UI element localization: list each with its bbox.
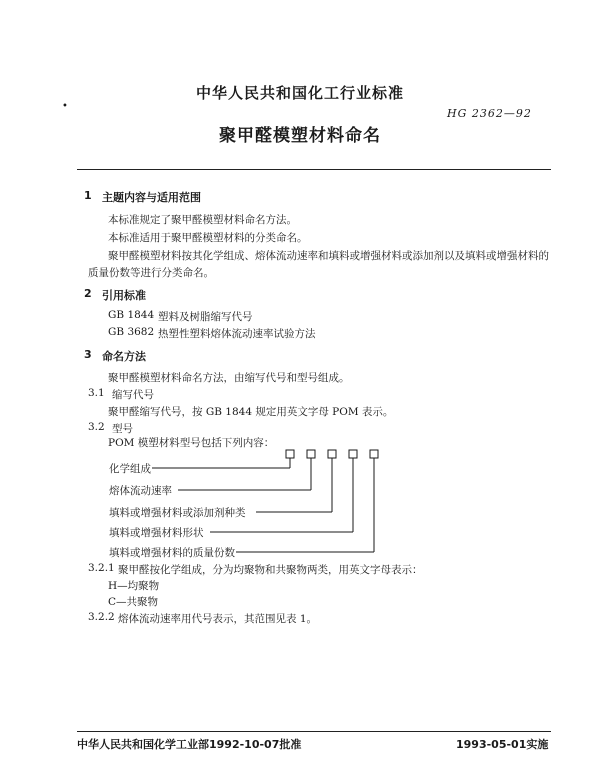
diagram-label-filler-shape: 填料或增强材料形状 (109, 527, 204, 539)
code-box-1 (286, 450, 294, 458)
section-2-number: 2 (84, 287, 92, 300)
implementation-date: 1993-05-01实施 (456, 738, 549, 751)
section-1-line-2: 本标准适用于聚甲醛模塑材料的分类命名。 (108, 232, 308, 244)
code-box-4 (349, 450, 357, 458)
section-3-2-2-number: 3.2.2 (88, 611, 115, 623)
code-box-3 (328, 450, 336, 458)
diagram-label-filler-mass-parts: 填料或增强材料的质量份数 (109, 547, 235, 559)
section-3-intro: 聚甲醛模塑材料命名方法，由缩写代号和型号组成。 (108, 372, 350, 384)
section-3-2-number: 3.2 (88, 421, 105, 433)
issuing-organization: 中华人民共和国化工行业标准 (195, 84, 404, 102)
section-3-2-1-number: 3.2.1 (88, 562, 115, 574)
section-3-1-number: 3.1 (88, 387, 105, 399)
margin-mark: • (62, 101, 68, 112)
header-rule (77, 169, 551, 170)
section-3-heading: 命名方法 (102, 350, 146, 363)
ref-2-title: 热塑性塑料熔体流动速率试验方法 (158, 328, 316, 340)
section-3-number: 3 (84, 348, 92, 361)
footer-rule (77, 731, 551, 732)
section-3-1-heading: 缩写代号 (112, 389, 154, 401)
diagram-label-chemical-composition: 化学组成 (109, 463, 151, 475)
approval-statement: 中华人民共和国化学工业部1992-10-07批准 (77, 738, 302, 751)
section-1-number: 1 (84, 189, 92, 202)
section-2-heading: 引用标准 (102, 289, 146, 302)
section-3-1-text: 聚甲醛缩写代号，按 GB 1844 规定用英文字母 POM 表示。 (108, 406, 394, 418)
section-1-heading: 主题内容与适用范围 (102, 191, 201, 204)
document-title: 聚甲醛模塑材料命名 (219, 126, 381, 146)
ref-2-code: GB 3682 (108, 326, 155, 338)
ref-1-code: GB 1844 (108, 309, 155, 321)
standard-code: HG 2362—92 (447, 107, 532, 120)
code-box-2 (307, 450, 315, 458)
section-3-2-2-text: 熔体流动速率用代号表示，其范围见表 1。 (118, 613, 318, 625)
section-1-line-4: 质量份数等进行分类命名。 (88, 267, 214, 279)
section-3-2-1-text: 聚甲醛按化学组成，分为均聚物和共聚物两类，用英文字母表示： (118, 564, 423, 576)
diagram-label-filler-type: 填料或增强材料或添加剂种类 (109, 507, 246, 519)
section-1-line-3: 聚甲醛模塑材料按其化学组成、熔体流动速率和填料或增强材料或添加剂以及填料或增强材料的 (108, 250, 549, 262)
composition-item-h: H—均聚物 (108, 580, 160, 592)
section-3-2-text: POM 模塑材料型号包括下列内容： (108, 437, 275, 449)
code-box-5 (370, 450, 378, 458)
ref-1-title: 塑料及树脂缩写代号 (158, 311, 253, 323)
section-1-line-1: 本标准规定了聚甲醛模塑材料命名方法。 (108, 214, 297, 226)
designation-diagram (100, 444, 400, 562)
section-3-2-heading: 型号 (112, 423, 133, 435)
diagram-label-melt-flow-rate: 熔体流动速率 (109, 485, 172, 497)
composition-item-c: C—共聚物 (108, 596, 159, 608)
